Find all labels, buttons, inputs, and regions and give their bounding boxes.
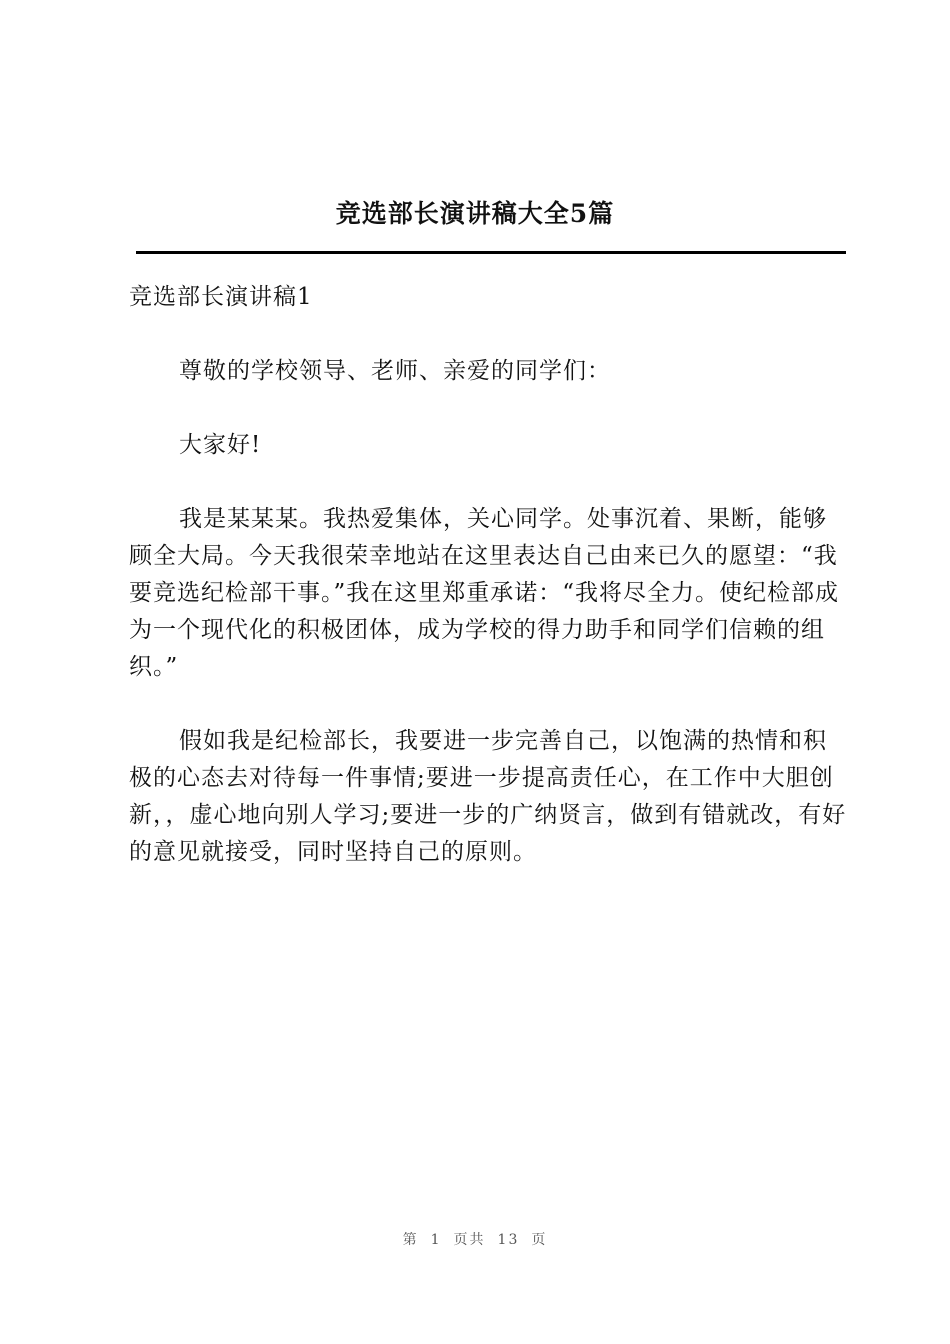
paragraph-greeting: 尊敬的学校领导、老师、亲爱的同学们： (179, 358, 611, 384)
footer-current-page: 1 (430, 1232, 442, 1248)
document-title: 竞选部长演讲稿大全5篇 (335, 199, 615, 228)
page-footer (0, 1229, 950, 1249)
footer-suffix: 页 (531, 1232, 548, 1248)
title-divider (136, 251, 846, 254)
section-heading: 竞选部长演讲稿1 (129, 284, 313, 310)
paragraph-hello: 大家好! (179, 432, 262, 458)
document-body (129, 279, 849, 908)
footer-prefix: 第 (402, 1232, 419, 1248)
paragraph-commitment: 假如我是纪检部长，我要进一步完善自己，以饱满的热情和积极的心态去对待每一件事情;要进一步提高责任心，在工作中大胆创新，，虚心地向别人学习;要进一步的广纳贤言，做到有错就改，有好的意见就接受，同时坚持自己的原则。 (129, 728, 847, 865)
footer-total-pages: 13 (497, 1232, 520, 1248)
paragraph-introduction: 我是某某某。我热爱集体，关心同学。处事沉着、果断，能够顾全大局。今天我很荣幸地站在这里表达自己由来已久的愿望：“我要竞选纪检部干事。”我在这里郑重承诺：“我将尽全力。使纪检部成为一个现代化的积极团体，成为学校的得力助手和同学们信赖的组织。” (129, 506, 840, 680)
footer-middle: 页共 (453, 1232, 486, 1248)
